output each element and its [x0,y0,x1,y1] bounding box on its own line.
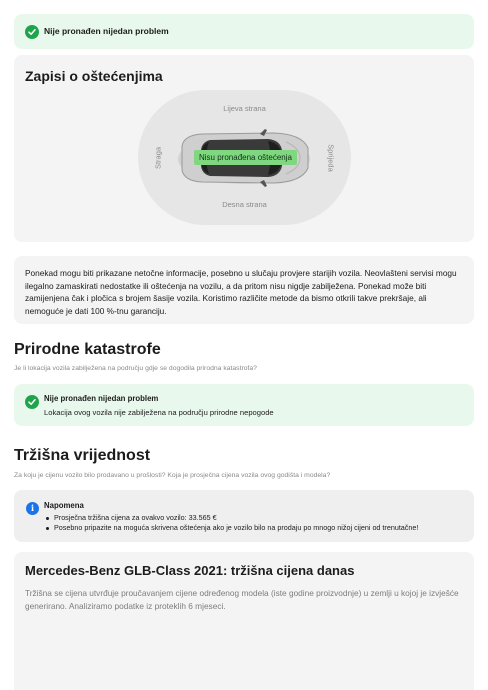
market-price-today-desc: Tržišna se cijena utvrđuje proučavanjem cijene određenog modela (iste godine proizvodnje) u zemlji u kojoj je izvješće generirano. Analiziramo podatke iz proteklih 6 mjeseci. [25,588,459,611]
status-banner-top [14,14,474,49]
label-front: Sprijeda [326,144,336,172]
car-damage-diagram [138,90,351,225]
info-icon: i [26,502,39,515]
market-value-note [14,490,474,542]
note-title: Napomena [44,501,84,510]
disclaimer-card [14,256,474,324]
status-banner-title: Nije pronađen nijedan problem [44,26,169,36]
damage-records-card [14,55,474,242]
market-value-subtitle: Za koju je cijenu vozilo bilo prodavano u prošlosti? Koja je prosječna cijena vozila ovog godišta i modela? [14,472,331,479]
check-circle-icon [25,25,39,39]
check-circle-icon [25,395,39,409]
note-item: Prosječna tržišna cijena za ovakvo vozilo: 33.565 € [44,513,418,523]
no-damage-tag: Nisu pronađena oštećenja [194,150,297,165]
natural-disasters-status [14,384,474,426]
natural-disasters-subtitle: Je li lokacija vozila zabilježena na području gdje se dogodila prirodna katastrofa? [14,365,257,372]
market-price-today-heading: Mercedes-Benz GLB-Class 2021: tržišna cijena danas [25,563,355,578]
market-price-today-card [14,552,474,690]
market-value-title: Tržišna vrijednost [14,447,151,464]
label-left-side: Lijeva strana [223,104,266,113]
natural-disasters-title: Prirodne katastrofe [14,341,161,358]
note-list [44,513,418,533]
damage-records-heading: Zapisi o oštećenjima [25,68,163,84]
label-rear: Straga [153,146,163,170]
note-item: Posebno pripazite na moguća skrivena oštećenja ako je vozilo bilo na prodaju po mnogo nižoj cijeni od trenutačne! [44,523,418,533]
natural-disasters-status-desc: Lokacija ovog vozila nije zabilježena na području prirodne nepogode [44,408,274,417]
disclaimer-text: Ponekad mogu biti prikazane netočne informacije, posebno u slučaju provjere starijih vozila. Neovlašteni servisi mogu ilegalno zamaskirati nedostatke ili oštećenja na vozilu, a da pritom nisu nigdje zabilježena. Ponekad može biti zamijenjena čak i pločica s brojem šasije vozila. Koristimo različite metode da bismo otkrili takve prekršaje, ali nemoguće je dati 100 %-tnu garanciju. [25,268,457,316]
natural-disasters-status-title: Nije pronađen nijedan problem [44,394,159,403]
label-right-side: Desna strana [222,200,267,209]
